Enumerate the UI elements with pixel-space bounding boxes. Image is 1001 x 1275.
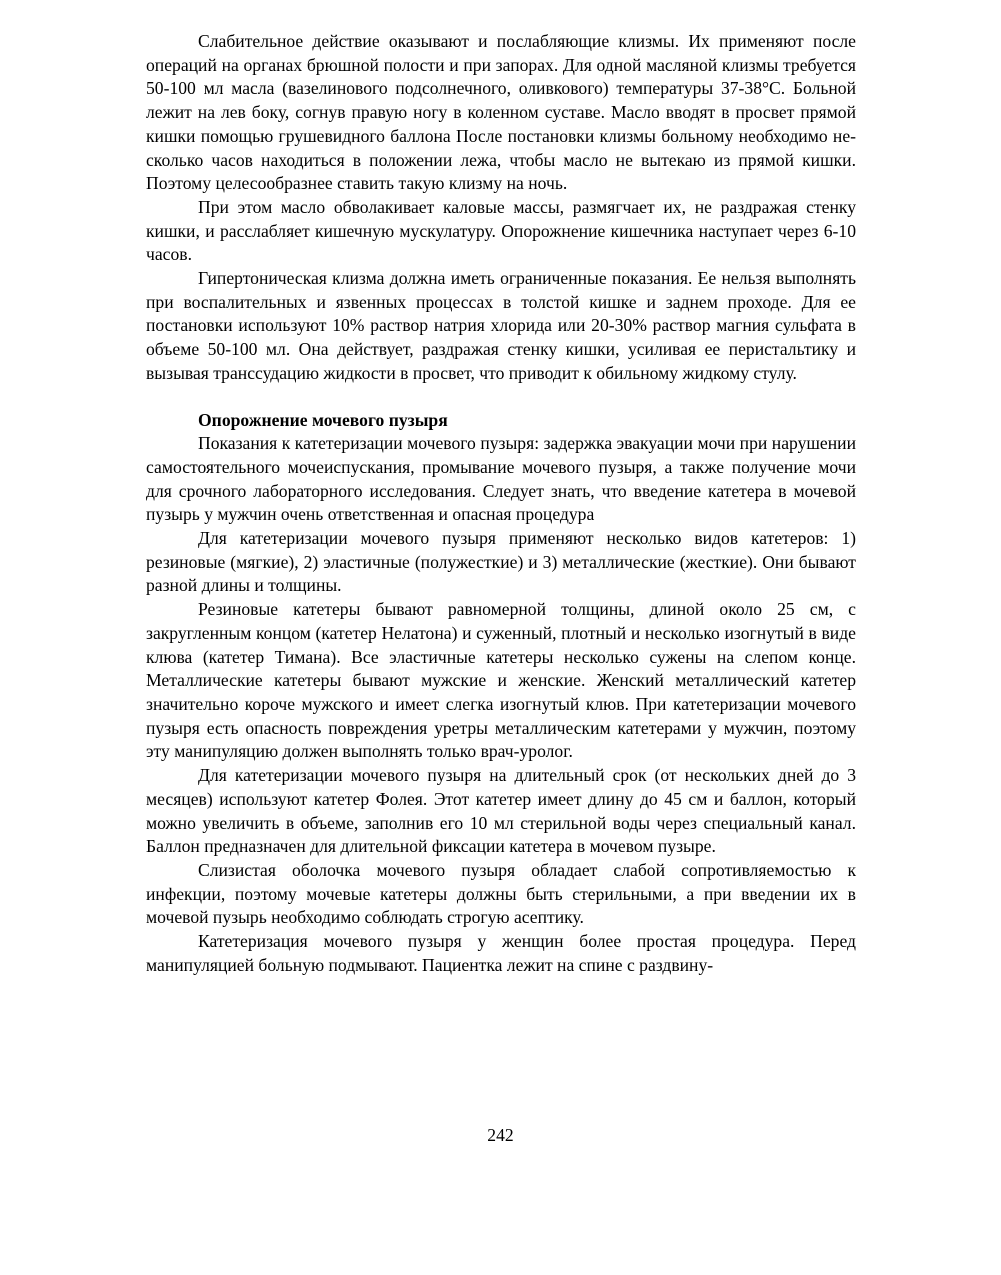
paragraph-laxative-enemas: Слабительное действие оказывают и послабляющие клизмы. Их применяют после операций на органах брюшной полости и при запорах. Для одной масляной клизмы требуется 50-100 мл масла (вазелинового подсолнечного, оливкового) температуры 37-38°С. Больной лежит на лев боку, согнув правую ногу в коленном суставе. Масло вводят в просвет прямой кишки помощью грушевидного баллона После постановки клизмы больному необходимо несколько часов находиться в положении лежа, чтобы масло не вытекаю из прямой кишки. Поэтому целесообразнее ставить такую клизму на ночь. — [146, 31, 856, 194]
paragraph-catheter-types: Для катетеризации мочевого пузыря применяют несколько видов катетеров: 1) резиновые (мягкие), 2) эластичные (полужесткие) и 3) металлические (жесткие). Они бывают разной длины и толщины. — [146, 528, 856, 596]
paragraph-rubber-catheters: Резиновые катетеры бывают равномерной толщины, длиной около 25 см, с закругленным концом (катетер Нелатона) и суженный, плотный и несколько изогнутый в виде клюва (катетер Тимана). Все эластичные катетеры несколько сужены на слепом конце. Металлические катетеры бывают мужские и женские. Женский металлический катетер значительно короче мужского и имеет слегка изогнутый клюв. При катетеризации мочевого пузыря есть опасность повреждения уретры металлическим катетерами у мужчин, поэтому эту манипуляцию должен выполнять только врач-уролог. — [146, 599, 856, 762]
page-number: 242 — [487, 1125, 514, 1145]
paragraph-female-catheterization: Катетеризация мочевого пузыря у женщин более простая процедура. Перед манипуляцией больную подмывают. Пациентка лежит на спине с раздвину- — [146, 931, 856, 975]
paragraph-foley-catheter: Для катетеризации мочевого пузыря на длительный срок (от нескольких дней до 3 месяцев) используют катетер Фолея. Этот катетер имеет длину до 45 см и баллон, который можно увеличить в объеме, заполнив его 10 мл стерильной воды через специальный канал. Баллон предназначен для длительной фиксации катетера в мочевом пузыре. — [146, 765, 856, 857]
document-page — [146, 30, 856, 977]
section-heading: Опорожнение мочевого пузыря — [198, 409, 448, 430]
paragraph-catheterization-indications: Показания к катетеризации мочевого пузыря: задержка эвакуации мочи при нарушении самостоятельного мочеиспускания, промывание мочевого пузыря, а также получение мочи для срочного лабораторного исследования. Следует знать, что введение катетера в мочевой пузырь у мужчин очень ответственная и опасная процедура — [146, 433, 856, 525]
paragraph-oil-effect: При этом масло обволакивает каловые массы, размягчает их, не раздражая стенку кишки, и расслабляет кишечную мускулатуру. Опорожнение кишечника наступает через 6-10 часов. — [146, 196, 856, 265]
paragraph-asepsis: Слизистая оболочка мочевого пузыря обладает слабой сопротивляемостью к инфекции, поэтому мочевые катетеры должны быть стерильными, а при введении их в мочевой пузырь необходимо соблюдать строгую асептику. — [146, 859, 856, 928]
paragraph-hypertonic-enema: Гипертоническая клизма должна иметь ограниченные показания. Ее нельзя выполнять при воспалительных и язвенных процессах в толстой кишке и заднем проходе. Для ее постановки используют 10% раствор натрия хлорида или 20-30% раствор магния сульфата в объеме 50-100 мл. Она действует, раздражая стенку кишки, усиливая ее перистальтику и вызывая транссудацию жидкости в просвет, что приводит к обильному жидкому стулу. — [146, 268, 856, 383]
